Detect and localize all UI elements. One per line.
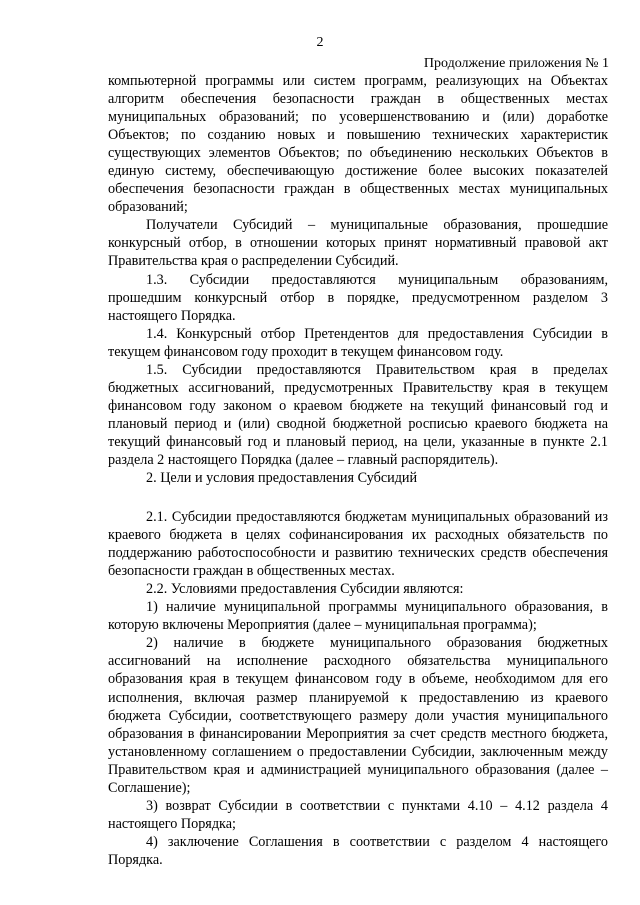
section-heading-2: 2. Цели и условия предоставления Субсидий — [146, 470, 418, 487]
header-note: Продолжение приложения № 1 — [423, 56, 609, 71]
page-number: 2 — [316, 35, 324, 50]
paragraph-2-2: 2.2. Условиями предоставления Субсидии являются: — [146, 581, 464, 598]
condition-3: 3) возврат Субсидии в соответствии с пунктами 4.10 – 4.12 раздела 4 настоящего Порядка; — [108, 797, 608, 832]
paragraph-1-5: 1.5. Субсидии предоставляются Правительством края в пределах бюджетных ассигнований, предусмотренных Правительству края в текущем финансовом году законом о краевом бюджете на текущий финансовый год и плановый период и (или) сводной бюджетной росписью краевого бюджета на текущий финансовый год и плановый период, на цели, указанные в пункте 2.1 раздела 2 настоящего Порядка (далее – главный распорядитель). — [108, 361, 608, 468]
condition-2: 2) наличие в бюджете муниципального образования бюджетных ассигнований на исполнение расходного обязательства муниципального образования края в текущем финансовом году в объеме, необходимом для его исполнения, включая размер планируемой к предоставлению из краевого бюджета Субсидии, соответствующего размеру доли участия муниципального образования в финансировании Мероприятия за счет средств местного бюджета, установленному соглашением о предоставлении Субсидии, заключенным между Правительством края и администрацией муниципального образования (далее – Соглашение); — [108, 635, 608, 796]
condition-1: 1) наличие муниципальной программы муниципального образования, в которую включены Мероприятия (далее – муниципальная программа); — [108, 599, 608, 634]
paragraph-2-1: 2.1. Субсидии предоставляются бюджетам муниципальных образований из краевого бюджета в целях софинансирования их расходных обязательств по поддержанию работоспособности и развитию технических средств обеспечения безопасности граждан в общественных местах. — [108, 509, 608, 580]
paragraph-recipients: Получатели Субсидий – муниципальные образования, прошедшие конкурсный отбор, в отношении которых принят нормативный правовой акт Правительства края о распределении Субсидий. — [108, 217, 608, 270]
paragraph-continuation: компьютерной программы или систем программ, реализующих на Объектах алгоритм обеспечения безопасности граждан в общественных местах муниципальных образований; по усовершенствованию и (или) доработке Объектов; по созданию новых и повышению технических характеристик существующих элементов Объектов; по объединению нескольких Объектов в единую систему, обеспечивающую достижение более высоких показателей обеспечения безопасности граждан в общественных местах муниципальных образований; — [108, 73, 608, 216]
paragraph-1-3: 1.3. Субсидии предоставляются муниципальным образованиям, прошедшим конкурсный отбор в порядке, предусмотренном разделом 3 настоящего Порядка. — [108, 271, 608, 324]
condition-4: 4) заключение Соглашения в соответствии с разделом 4 настоящего Порядка. — [108, 833, 608, 868]
paragraph-1-4: 1.4. Конкурсный отбор Претендентов для предоставления Субсидии в текущем финансовом году проходит в текущем финансовом году. — [108, 325, 608, 360]
document-body — [108, 72, 608, 869]
